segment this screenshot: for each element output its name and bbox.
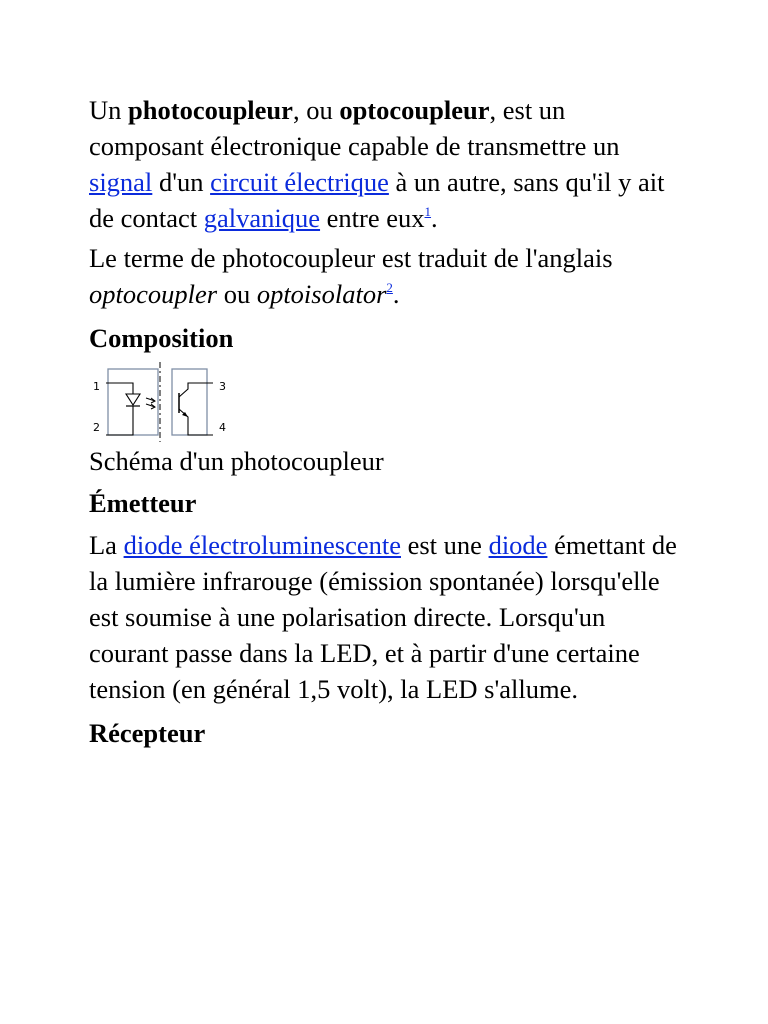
terme-text-3: .: [392, 279, 400, 309]
article-content: [89, 92, 679, 751]
term-optoisolator: optoisolator: [256, 279, 387, 309]
heading-composition: Composition: [89, 323, 234, 353]
intro-text-5: à un autre, sans qu'il y ait de contact: [89, 167, 665, 233]
intro-text-6: entre eux: [320, 203, 425, 233]
link-circuit-electrique[interactable]: circuit électrique: [210, 167, 389, 197]
emetteur-text-1: La: [89, 530, 124, 560]
schematic-pin-1: 1: [93, 380, 100, 393]
reference-1-link[interactable]: 1: [424, 204, 432, 219]
intro-text-4: d'un: [152, 167, 211, 197]
schematic-caption: Schéma d'un photocoupleur: [89, 446, 384, 476]
schematic-pin-3: 3: [219, 380, 226, 393]
schematic-wire-pin1: [106, 383, 133, 394]
terme-paragraph: [89, 240, 679, 312]
heading-recepteur: Récepteur: [89, 718, 206, 748]
schematic-receiver-box: [172, 369, 207, 435]
link-signal[interactable]: signal: [89, 167, 153, 197]
terme-text-1: Le terme de photocoupleur est traduit de l'anglais: [89, 243, 613, 273]
heading-emetteur: Émetteur: [89, 488, 197, 518]
term-optocoupler: optocoupler: [89, 279, 218, 309]
schematic-wire-pin2: [106, 412, 133, 435]
schematic-pin-2: 2: [93, 421, 100, 434]
emetteur-paragraph: [89, 527, 679, 707]
photocoupler-schematic: [89, 362, 239, 442]
term-photocoupleur: photocoupleur: [128, 95, 293, 125]
schematic-pin-4: 4: [219, 421, 226, 434]
intro-text-7: .: [431, 203, 438, 233]
intro-text-2: , ou: [292, 95, 340, 125]
link-galvanique[interactable]: galvanique: [203, 203, 321, 233]
intro-paragraph: [89, 92, 679, 236]
reference-2-link[interactable]: 2: [386, 280, 393, 295]
link-diode[interactable]: diode: [488, 530, 548, 560]
terme-text-2: ou: [217, 279, 257, 309]
schematic-diode-triangle: [126, 394, 140, 405]
schematic-transistor-collector: [179, 383, 213, 397]
intro-text-3: , est un composant électronique capable de transmettre un: [89, 95, 620, 161]
emetteur-text-2: est une: [400, 530, 489, 560]
emetteur-text-3: émettant de la lumière infrarouge (émission spontanée) lorsqu'elle est soumise à une polarisation directe. Lorsqu'un courant passe dans la LED, et à partir d'une certaine tension (en général 1,5 volt), la LED s'allume.: [89, 530, 677, 704]
link-diode-electroluminescente[interactable]: diode électroluminescente: [123, 530, 401, 560]
intro-text-1: Un: [89, 95, 129, 125]
term-optocoupleur: optocoupleur: [339, 95, 490, 125]
